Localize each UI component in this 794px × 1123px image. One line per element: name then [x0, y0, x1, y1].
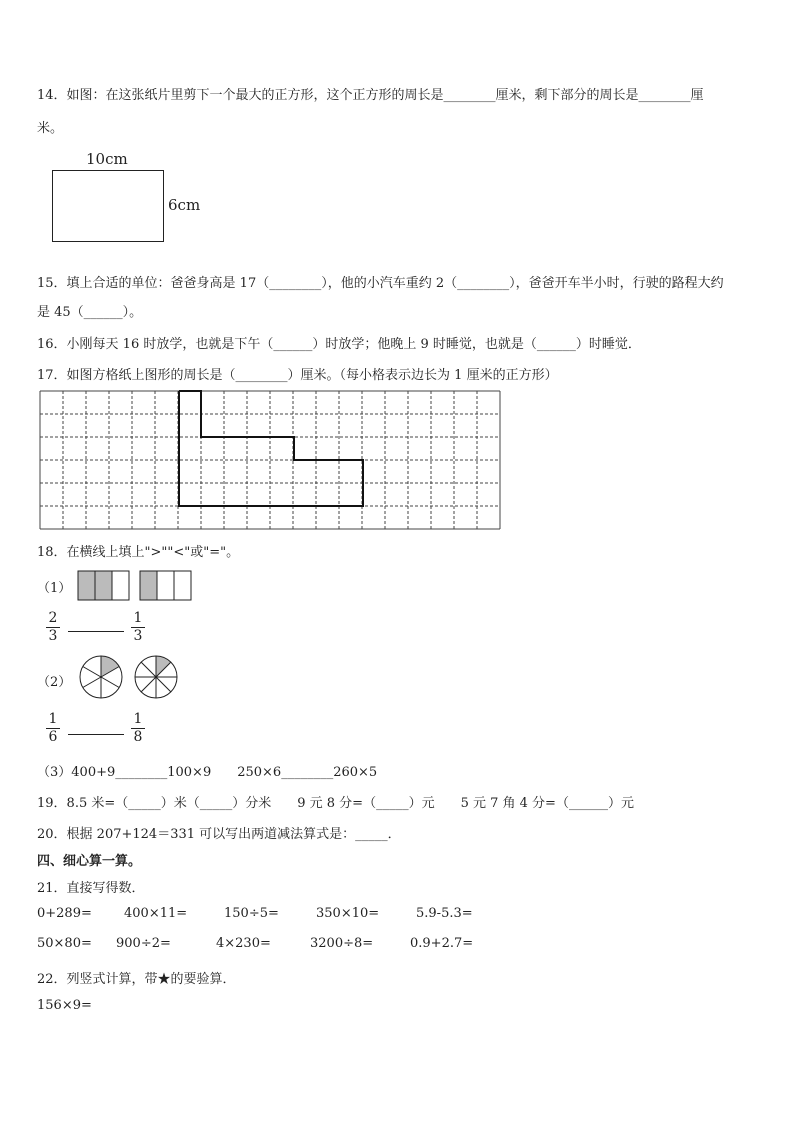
q17-text: 17．如图方格纸上图形的周长是（________）厘米。（每小格表示边长为 1 厘米的正方形） — [37, 368, 558, 383]
q22-title: 22．列竖式计算，带★的要验算． — [37, 972, 236, 987]
q21-row2-c4: 3200÷8= — [310, 936, 374, 951]
q21-row1-c1: 0+289= — [37, 906, 92, 921]
shaded-sector — [156, 656, 171, 677]
q19-text: 19．8.5 米=（_____）米（_____）分米 9 元 8 分=（_____）元 5 元 7 角 4 分=（______）元 — [37, 796, 634, 811]
q21-row2-c5: 0.9+2.7= — [410, 936, 474, 951]
q15-line2: 是 45（______）。 — [37, 305, 143, 320]
q15-line1: 15．填上合适的单位：爸爸身高是 17（________），他的小汽车重约 2（________），爸爸开车半小时，行驶的路程大约 — [37, 276, 724, 291]
q18-frac-1-6: $\frac{1}{6}$ — [46, 711, 60, 746]
q18-part2-label: （2） — [37, 675, 72, 690]
q17-shape — [179, 391, 363, 506]
q18-answer-line-2[interactable] — [68, 734, 124, 735]
q14-rectangle — [52, 170, 164, 242]
q18-frac-1-3: $\frac{1}{3}$ — [131, 610, 145, 645]
q14-line1: 14．如图：在这张纸片里剪下一个最大的正方形，这个正方形的周长是________厘米，剩下部分的周长是________厘 — [37, 88, 704, 103]
q18-frac-2-3: $\frac{2}{3}$ — [46, 610, 60, 645]
q17-grid — [38, 389, 503, 530]
q18-answer-line-1[interactable] — [68, 631, 124, 632]
q21-row1-c2: 400×11= — [124, 906, 188, 921]
q14-height-label: 6cm — [168, 196, 201, 214]
q14-width-label: 10cm — [86, 150, 128, 168]
q18-part3: （3）400+9________100×9 250×6________260×5 — [37, 765, 378, 780]
sector-divider — [141, 677, 156, 692]
sector-divider — [156, 677, 171, 692]
q22-expr: 156×9= — [37, 998, 92, 1013]
q21-row1-c4: 350×10= — [316, 906, 380, 921]
q18-frac-1-8: $\frac{1}{8}$ — [131, 711, 145, 746]
q16-text: 16．小刚每天 16 时放学，也就是下午（______）时放学；他晚上 9 时睡觉，也就是（______）时睡觉． — [37, 337, 641, 352]
q21-row2-c2: 900÷2= — [116, 936, 171, 951]
q18-text: 18．在横线上填上">""<"或"="。 — [37, 545, 240, 560]
q21-title: 21．直接写得数． — [37, 881, 145, 896]
q18-part1-label: （1） — [37, 581, 72, 596]
sector-divider — [101, 677, 119, 688]
section4-title: 四、细心算一算。 — [37, 854, 142, 869]
sector-divider — [83, 667, 101, 678]
q14-line2: 米。 — [37, 121, 64, 136]
q18-fraction-bars — [77, 570, 193, 602]
q21-row2-c3: 4×230= — [216, 936, 271, 951]
q18-fraction-circles — [79, 655, 179, 701]
q20-text: 20．根据 207+124＝331 可以写出两道减法算式是：_____． — [37, 827, 401, 842]
sector-divider — [141, 662, 156, 677]
shaded-sector — [101, 656, 119, 677]
q21-row2-c1: 50×80= — [37, 936, 92, 951]
sector-divider — [83, 677, 101, 688]
q21-row1-c3: 150÷5= — [224, 906, 279, 921]
q21-row1-c5: 5.9-5.3= — [416, 906, 473, 921]
